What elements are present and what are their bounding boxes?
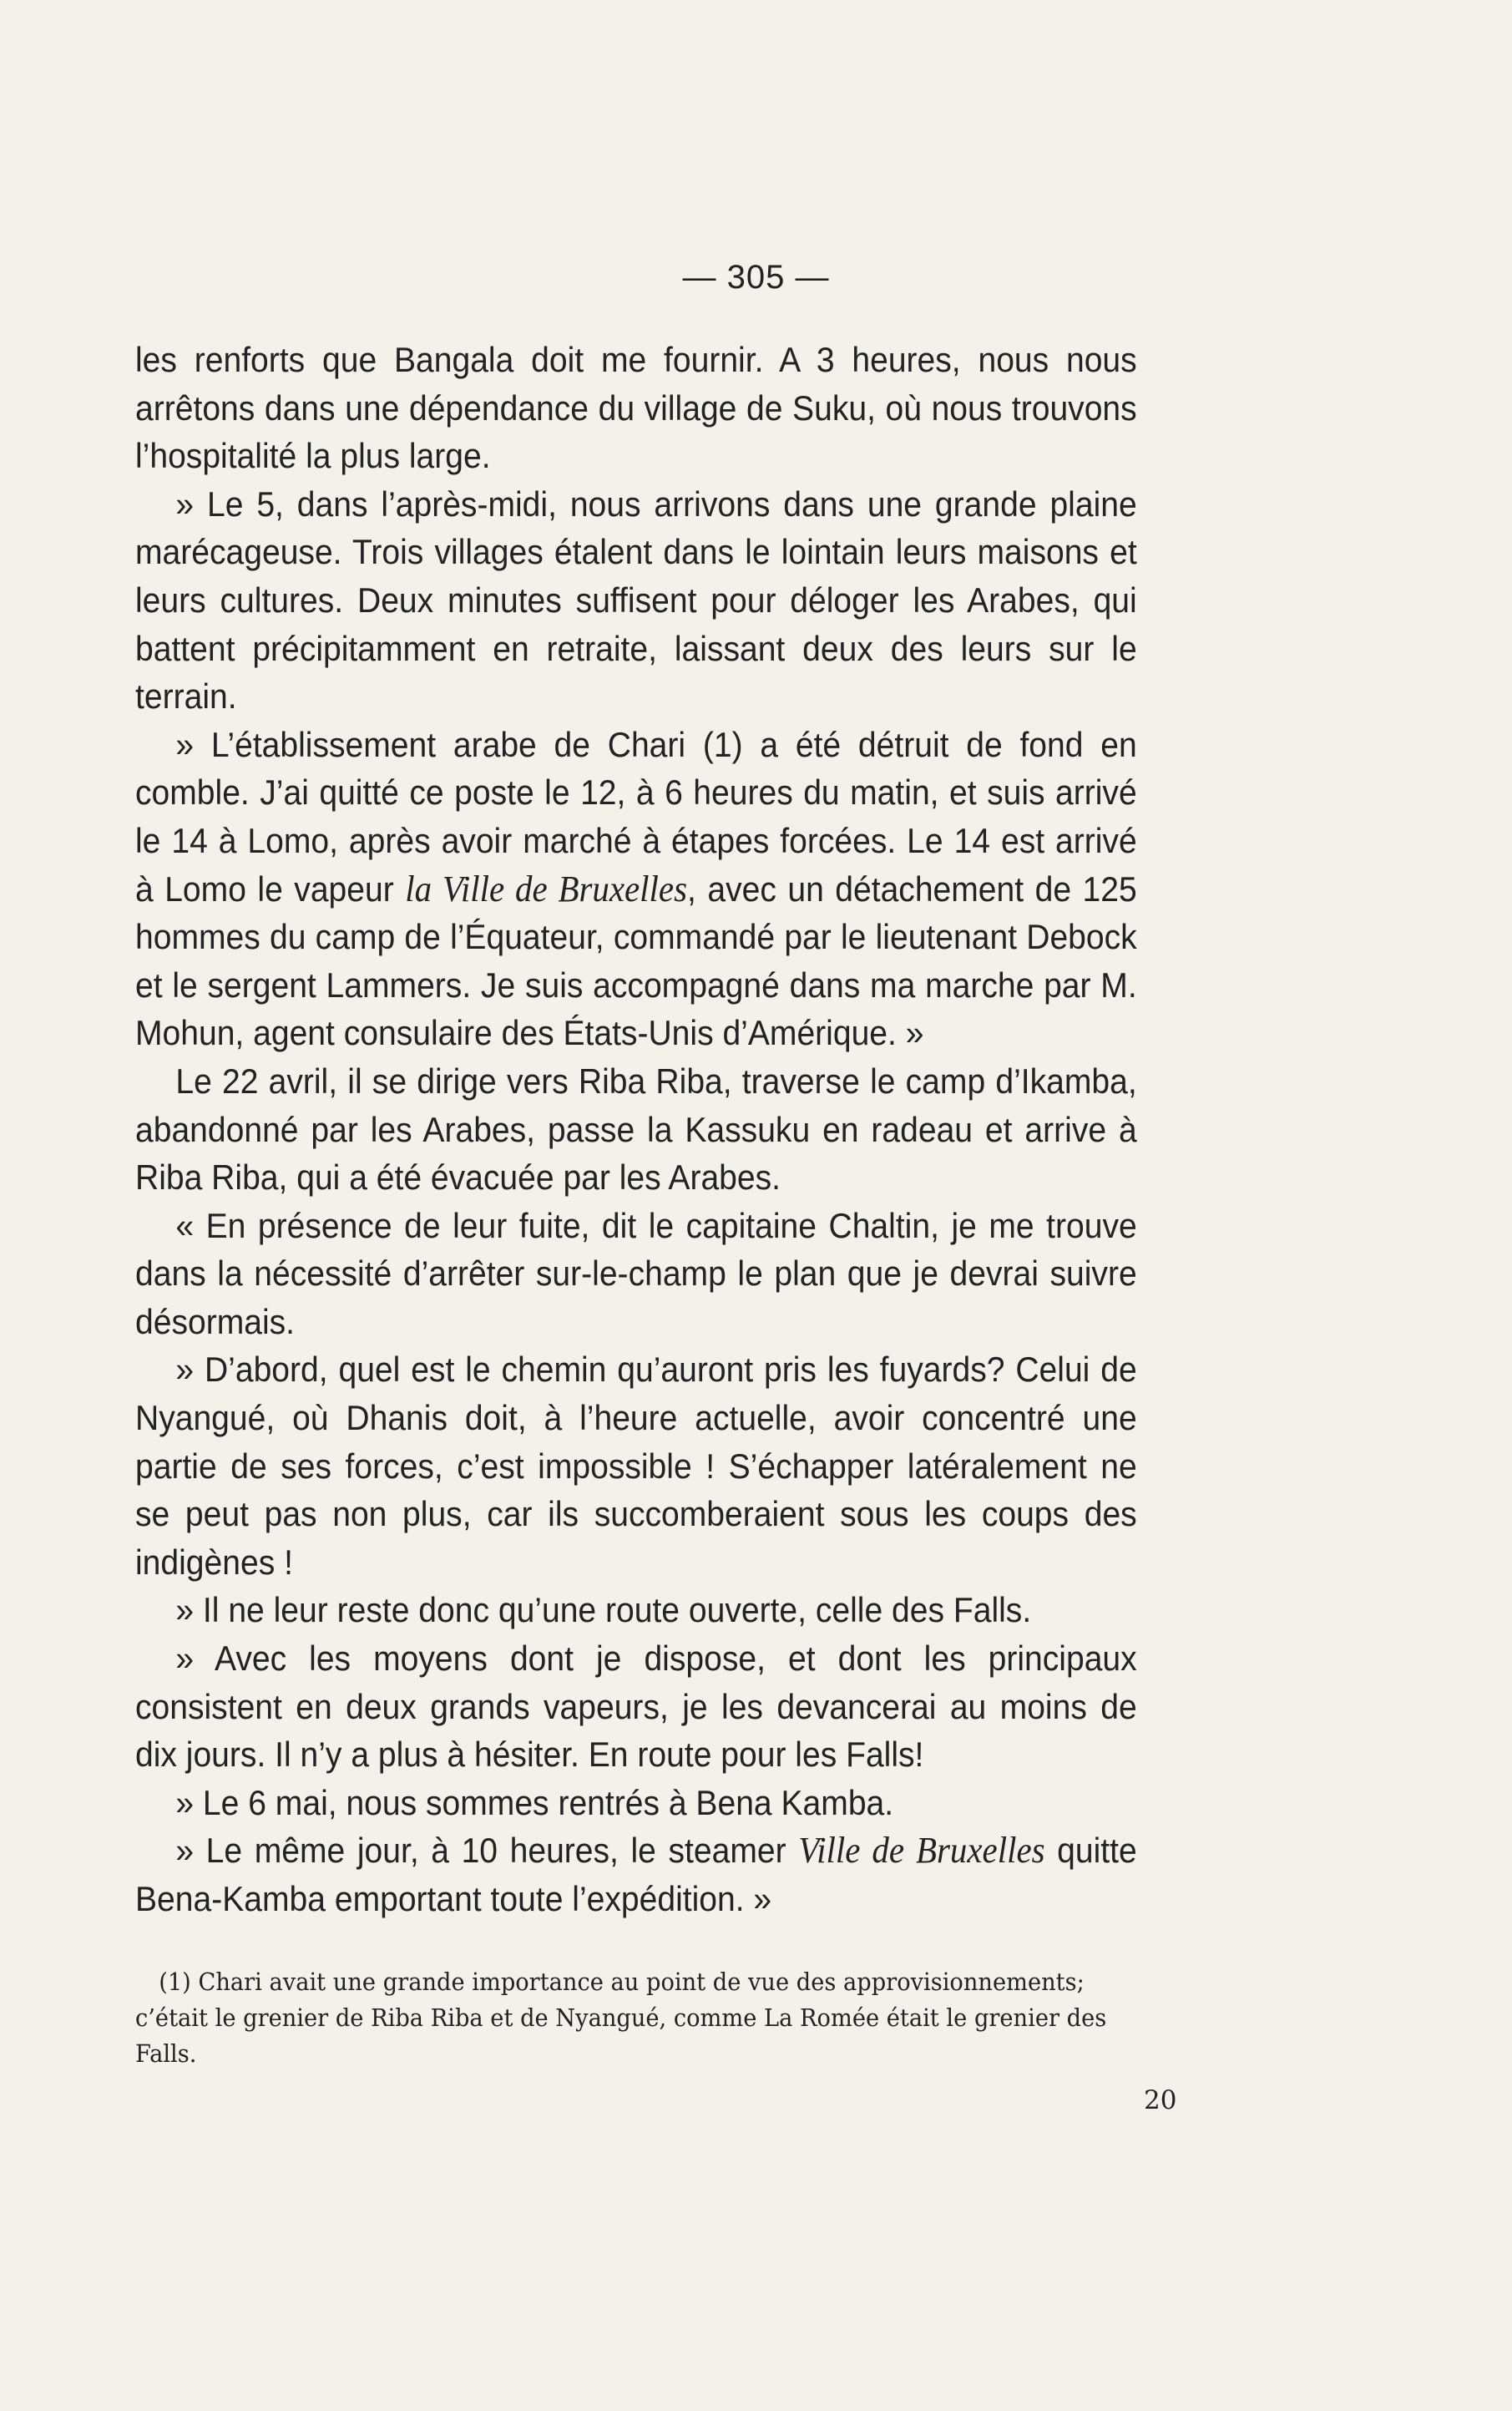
text-run: » L’établissement arabe de Chari (1) a été détruit de fond en comble. J’ai quitté ce poste le 12, à 6 heures du matin, et suis arrivé le 14 à Lomo, après avoir marché à étapes forcées. Le 14 est arrivé à Lomo le vapeur	[135, 724, 1137, 909]
italic-title: Ville de Bruxelles	[798, 1830, 1045, 1872]
text-run: « En présence de leur fuite, dit le capitaine Chaltin, je me trouve dans la nécessité d’arrêter sur-le-champ le plan que je devrai suivre désormais.	[135, 1205, 1137, 1341]
text-run: les renforts que Bangala doit me fournir. A 3 heures, nous nous arrêtons dans une dépendance du village de Suku, où nous trouvons l’hospitalité la plus large.	[135, 340, 1137, 476]
paragraph-7	[135, 1586, 1137, 1634]
paragraph-4	[135, 1057, 1137, 1202]
body-text	[135, 336, 1137, 1923]
paragraph-1	[135, 336, 1137, 480]
paragraph-3	[135, 721, 1137, 1057]
paragraph-2	[135, 480, 1137, 721]
text-run: » Le 6 mai, nous sommes rentrés à Bena Kamba.	[175, 1782, 894, 1822]
paragraph-10	[135, 1826, 1137, 1922]
footnote	[135, 1964, 1155, 2072]
text-run: » Avec les moyens dont je dispose, et dont les principaux consistent en deux grands vapeurs, je les devancerai au moins de dix jours. Il n’y a plus à hésiter. En route pour les Falls!	[135, 1639, 1137, 1775]
paragraph-5	[135, 1202, 1137, 1346]
text-run: , avec un détachement de 125 hommes du camp de l’Équateur, commandé par le lieutenant Debock et le sergent Lammers. Je suis accompagné dans ma marche par M. Mohun, agent consulaire des États-Unis d’Amérique. »	[135, 869, 1137, 1053]
paragraph-8	[135, 1634, 1137, 1779]
footnote-text: (1) Chari avait une grande importance au point de vue des approvisionnements; c’était le grenier de Riba Riba et de Nyangué, comme La Romée était le grenier des Falls.	[135, 1968, 1107, 2068]
text-run: » Il ne leur reste donc qu’une route ouverte, celle des Falls.	[175, 1590, 1032, 1630]
paragraph-6	[135, 1345, 1137, 1586]
text-run: » Le 5, dans l’après-midi, nous arrivons dans une grande plaine marécageuse. Trois villages étalent dans le lointain leurs maisons et leurs cultures. Deux minutes suffisent pour déloger les Arabes, qui battent précipitamment en retraite, laissant deux des leurs sur le terrain.	[135, 484, 1137, 717]
text-run: Le 22 avril, il se dirige vers Riba Riba, traverse le camp d’Ikamba, abandonné par les Arabes, passe la Kassuku en radeau et arrive à Riba Riba, qui a été évacuée par les Arabes.	[135, 1061, 1137, 1198]
page-header	[0, 259, 1512, 296]
text-run: » Le même jour, à 10 heures, le steamer	[175, 1831, 799, 1871]
italic-title: la Ville de Bruxelles	[405, 868, 688, 909]
text-run: » D’abord, quel est le chemin qu’auront pris les fuyards? Celui de Nyangué, où Dhanis doit, à l’heure actuelle, avoir concentré une partie de ses forces, c’est impossible ! S’échapper latéralement ne se peut pas non plus, car ils succomberaient sous les coups des indigènes !	[135, 1350, 1137, 1582]
printer-signature-mark: 20	[1144, 2085, 1177, 2115]
text-run: quitte Bena-Kamba emportant toute l’expédition. »	[135, 1831, 1137, 1918]
paragraph-9	[135, 1779, 1137, 1827]
page-number: — 305 —	[682, 259, 830, 296]
